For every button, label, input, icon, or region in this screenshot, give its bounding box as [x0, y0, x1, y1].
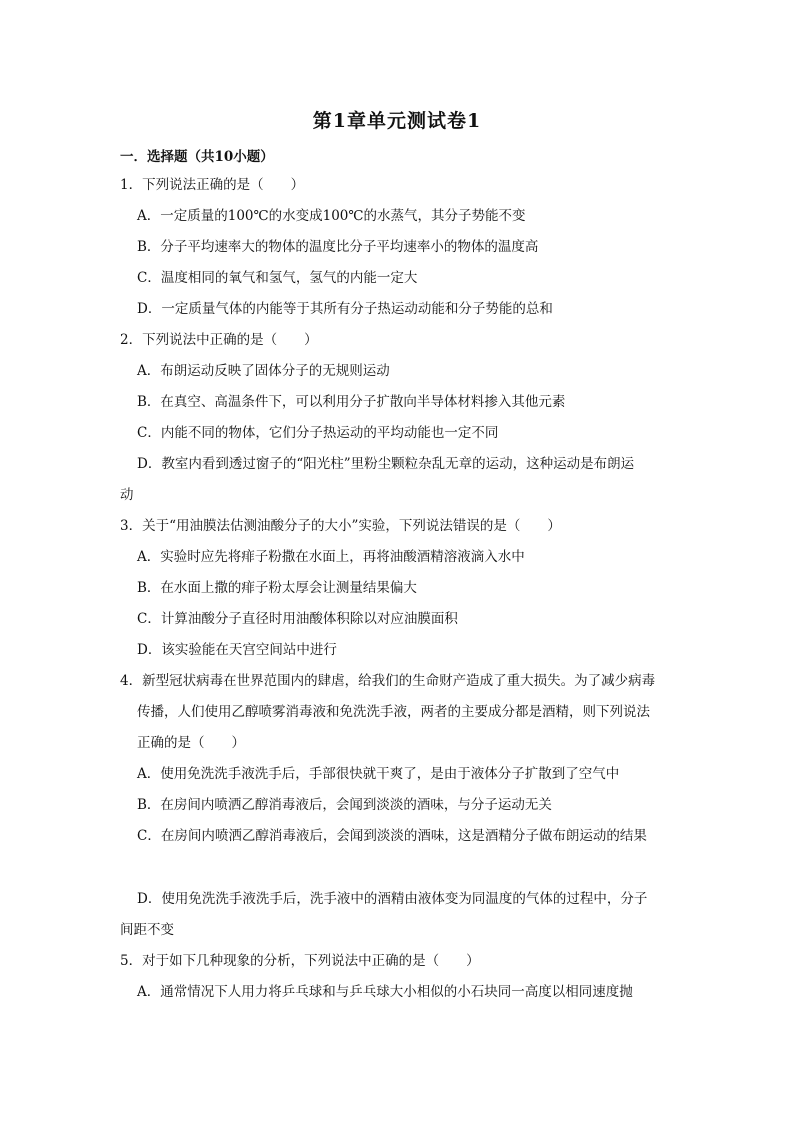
question-1-stem: 1．下列说法正确的是（ ） — [120, 177, 305, 193]
question-3-option-c: C．计算油酸分子直径时用油酸体积除以对应油膜面积 — [137, 611, 458, 627]
question-4-stem-continued-1: 传播，人们使用乙醇喷雾消毒液和免洗洗手液，两者的主要成分都是酒精，则下列说法 — [137, 704, 650, 720]
question-4-option-a: A．使用免洗洗手液洗手后，手部很快就干爽了，是由于液体分子扩散到了空气中 — [137, 766, 620, 782]
question-2-option-d: D．教室内看到透过窗子的“阳光柱”里粉尘颗粒杂乱无章的运动，这种运动是布朗运 — [137, 456, 635, 472]
question-3-option-b: B．在水面上撒的痱子粉太厚会让测量结果偏大 — [137, 580, 417, 596]
question-2-option-c: C．内能不同的物体，它们分子热运动的平均动能也一定不同 — [137, 425, 499, 441]
question-5-stem: 5．对于如下几种现象的分析，下列说法中正确的是（ ） — [120, 953, 480, 969]
question-4-stem-continued-2: 正确的是（ ） — [137, 735, 245, 751]
question-4-option-b: B．在房间内喷洒乙醇消毒液后，会闻到淡淡的酒味，与分子运动无关 — [137, 797, 552, 813]
question-1-option-d: D．一定质量气体的内能等于其所有分子热运动动能和分子势能的总和 — [137, 301, 553, 317]
question-2-option-a: A．布朗运动反映了固体分子的无规则运动 — [137, 363, 390, 379]
question-1-option-a: A．一定质量的100℃的水变成100℃的水蒸气，其分子势能不变 — [137, 208, 526, 224]
question-2-option-d-continued: 动 — [120, 487, 134, 503]
question-1-option-b: B．分子平均速率大的物体的温度比分子平均速率小的物体的温度高 — [137, 239, 539, 255]
question-2-stem: 2．下列说法中正确的是（ ） — [120, 332, 318, 348]
question-5-option-a: A．通常情况下人用力将乒乓球和与乒乓球大小相似的小石块同一高度以相同速度抛 — [137, 984, 633, 1000]
question-4-option-d: D．使用免洗洗手液洗手后，洗手液中的酒精由液体变为同温度的气体的过程中，分子 — [137, 891, 648, 907]
question-3-option-d: D．该实验能在天宫空间站中进行 — [137, 642, 337, 658]
question-3-option-a: A．实验时应先将痱子粉撒在水面上，再将油酸酒精溶液滴入水中 — [137, 549, 525, 565]
section-heading: 一．选择题（共10小题） — [120, 149, 274, 165]
question-4-stem: 4．新型冠状病毒在世界范围内的肆虐，给我们的生命财产造成了重大损失。为了减少病毒 — [120, 673, 656, 689]
question-3-stem: 3．关于“用油膜法估测油酸分子的大小”实验，下列说法错误的是（ ） — [120, 518, 561, 534]
page-title: 第1章单元测试卷1 — [312, 110, 482, 132]
question-2-option-b: B．在真空、高温条件下，可以利用分子扩散向半导体材料掺入其他元素 — [137, 394, 566, 410]
question-4-option-d-continued: 间距不变 — [120, 922, 174, 938]
question-1-option-c: C．温度相同的氧气和氢气，氢气的内能一定大 — [137, 270, 418, 286]
question-4-option-c: C．在房间内喷洒乙醇消毒液后，会闻到淡淡的酒味，这是酒精分子做布朗运动的结果 — [137, 828, 647, 844]
